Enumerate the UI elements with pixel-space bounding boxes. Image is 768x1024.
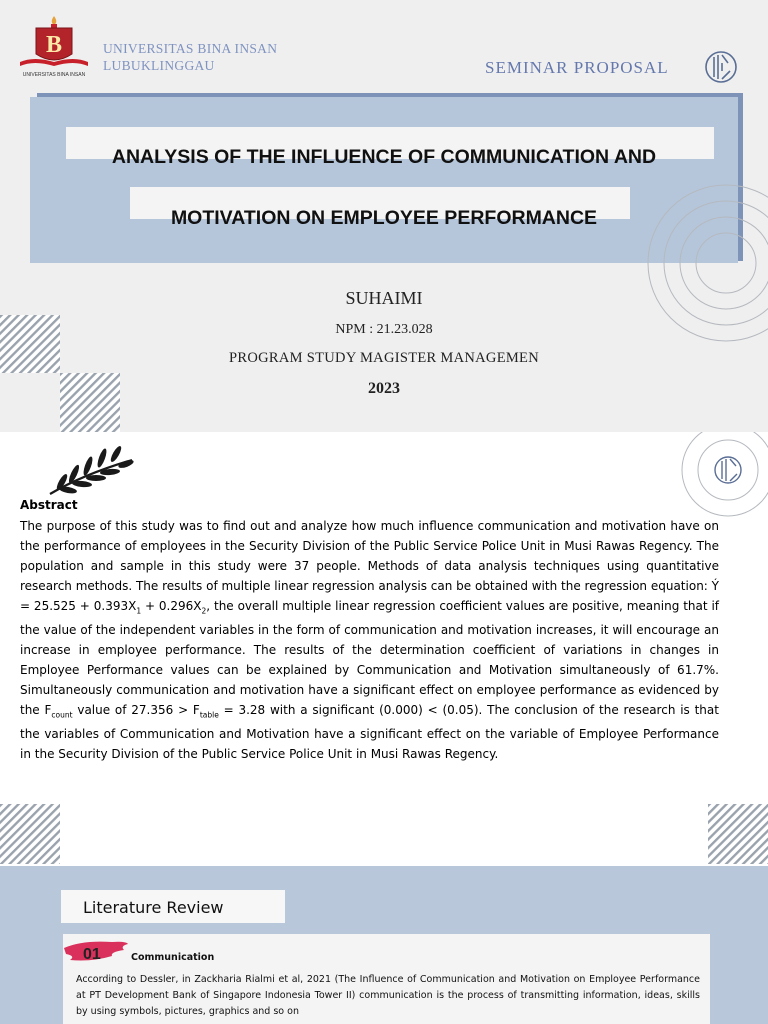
student-id: NPM : 21.23.028	[335, 322, 433, 337]
abstract-heading: Abstract	[20, 498, 78, 512]
presentation-title-line-1: ANALYSIS OF THE INFLUENCE OF COMMUNICATION AND	[111, 146, 657, 168]
study-program: PROGRAM STUDY MAGISTER MANAGEMEN	[229, 350, 539, 366]
striped-circle-icon	[704, 50, 738, 84]
university-line-1: UNIVERSITAS BINA INSAN	[103, 41, 278, 56]
item-label: Communication	[131, 952, 215, 963]
seminar-label: SEMINAR PROPOSAL	[485, 58, 669, 77]
svg-text:UNIVERSITAS BINA INSAN: UNIVERSITAS BINA INSAN	[22, 72, 86, 78]
literature-heading: Literature Review	[83, 898, 224, 917]
university-logo	[14, 14, 94, 80]
item-number: 01	[83, 946, 101, 963]
abstract-section	[0, 432, 768, 866]
presentation-title-line-2: MOTIVATION ON EMPLOYEE PERFORMANCE	[170, 207, 598, 229]
year: 2023	[368, 380, 400, 397]
title-section	[0, 0, 768, 432]
hatch-pattern	[708, 804, 768, 864]
abstract-text: The purpose of this study was to find out and analyze how much influence communication and motivation have on the performance of employees in the Security Division of the Public Service Police Unit in Musi Rawas Regency. The population and sample in this study were 37 people. Methods of data analysis techniques using quantitative research methods. The results of multiple linear regression analysis can be obtained with the regression equation: Ý = $25.525 + 0.393X_1 + 0.296X_2$, the overall multiple linear regression coefficient values are positive, meaning that if the value of the independent variables in the form of communication and motivation increases, it will encourage an increase in employee performance. The results of the determination coefficient of variations in changes in Employee Performance values can be explained by Communication and Motivation simultaneously of 61.7%. Simultaneously communication and motivation have a significant effect on employee performance as evidenced by the $F_{count}$ value of $27.356 > F_{table} = 3.28$ with a significant (0.000) < (0.05). The conclusion of the research is that the variables of Communication and Motivation have a significant effect on the variable of Employee Performance in the Security Division of the Public Service Police Unit in Musi Rawas Regency.	[20, 519, 720, 761]
literature-review-section	[0, 866, 768, 1024]
svg-text:B: B	[45, 32, 63, 58]
olive-branch-icon	[44, 438, 136, 500]
item-text: According to Dessler, in Zackharia Rialmi et al, 2021 (The Influence of Communication and Motivation on Employee Performance at PT Development Bank of Singapore Indonesia Tower II) communication is the process of transmitting information, ideas, skills by using symbols, pictures, graphics and so on	[76, 974, 700, 1017]
hatch-pattern	[0, 804, 60, 864]
university-name	[103, 40, 277, 74]
author-name: SUHAIMI	[345, 288, 423, 308]
university-line-2: LUBUKLINGGAU	[103, 58, 215, 73]
